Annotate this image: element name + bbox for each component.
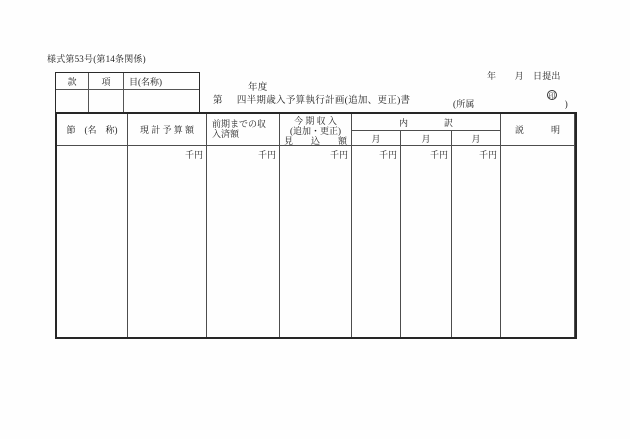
kan-value-cell bbox=[56, 90, 89, 112]
affiliation-close: ) bbox=[564, 99, 568, 109]
body-cell-zenki bbox=[207, 146, 280, 337]
classification-table bbox=[55, 72, 200, 112]
unit-label: 千円 bbox=[329, 150, 348, 160]
konki-line1: 今 期 収 入 bbox=[294, 116, 337, 126]
col-header-genkei-yosangaku: 現 計 予 算 額 bbox=[128, 114, 207, 146]
body-cell-month-3 bbox=[452, 146, 501, 337]
seal-icon: 印 bbox=[548, 92, 556, 100]
affiliation-line bbox=[453, 99, 568, 109]
moku-header: 目(名称) bbox=[124, 73, 199, 90]
konki-line3: 見 込 額 bbox=[283, 136, 347, 146]
col-header-month-3: 月 bbox=[452, 131, 501, 146]
zenki-line2: 入済額 bbox=[212, 129, 240, 139]
ko-value-cell bbox=[89, 90, 124, 112]
konki-line2: (追加・更正) bbox=[290, 126, 341, 136]
col-header-setsu: 節 (名 称) bbox=[57, 114, 128, 146]
col-header-konki-shunyu bbox=[280, 114, 352, 146]
col-header-zenki-shunyu bbox=[207, 114, 280, 146]
body-cell-genkei bbox=[128, 146, 207, 337]
col-header-month-1: 月 bbox=[352, 131, 401, 146]
body-cell-month-2 bbox=[401, 146, 452, 337]
body-cell-setsu bbox=[57, 146, 128, 337]
col-header-month-2: 月 bbox=[401, 131, 452, 146]
unit-label: 千円 bbox=[257, 150, 276, 160]
title-main: 四半期歳入予算執行計画(追加、更正)書 bbox=[236, 96, 411, 106]
fiscal-year-label: 年度 bbox=[248, 83, 268, 93]
moku-value-cell bbox=[124, 90, 199, 112]
body-cell-setsumei bbox=[501, 146, 575, 337]
form-number-label: 様式第53号(第14条関係) bbox=[47, 54, 146, 64]
zenki-line1: 前期までの収 bbox=[212, 119, 267, 129]
document-title bbox=[213, 96, 410, 107]
unit-label: 千円 bbox=[478, 150, 497, 160]
ko-header: 項 bbox=[89, 73, 124, 90]
submission-date-line: 年 月 日提出 bbox=[487, 71, 561, 81]
unit-label: 千円 bbox=[184, 150, 203, 160]
body-cell-konki bbox=[280, 146, 352, 337]
affiliation-open: (所属 bbox=[453, 99, 475, 109]
kan-header: 款 bbox=[56, 73, 89, 90]
body-cell-month-1 bbox=[352, 146, 401, 337]
main-table bbox=[55, 112, 577, 339]
col-header-uchiwake: 内 訳 bbox=[352, 114, 501, 131]
unit-label: 千円 bbox=[429, 150, 448, 160]
title-prefix: 第 bbox=[213, 96, 223, 106]
unit-label: 千円 bbox=[378, 150, 397, 160]
col-header-setsumei: 説 明 bbox=[501, 114, 575, 146]
